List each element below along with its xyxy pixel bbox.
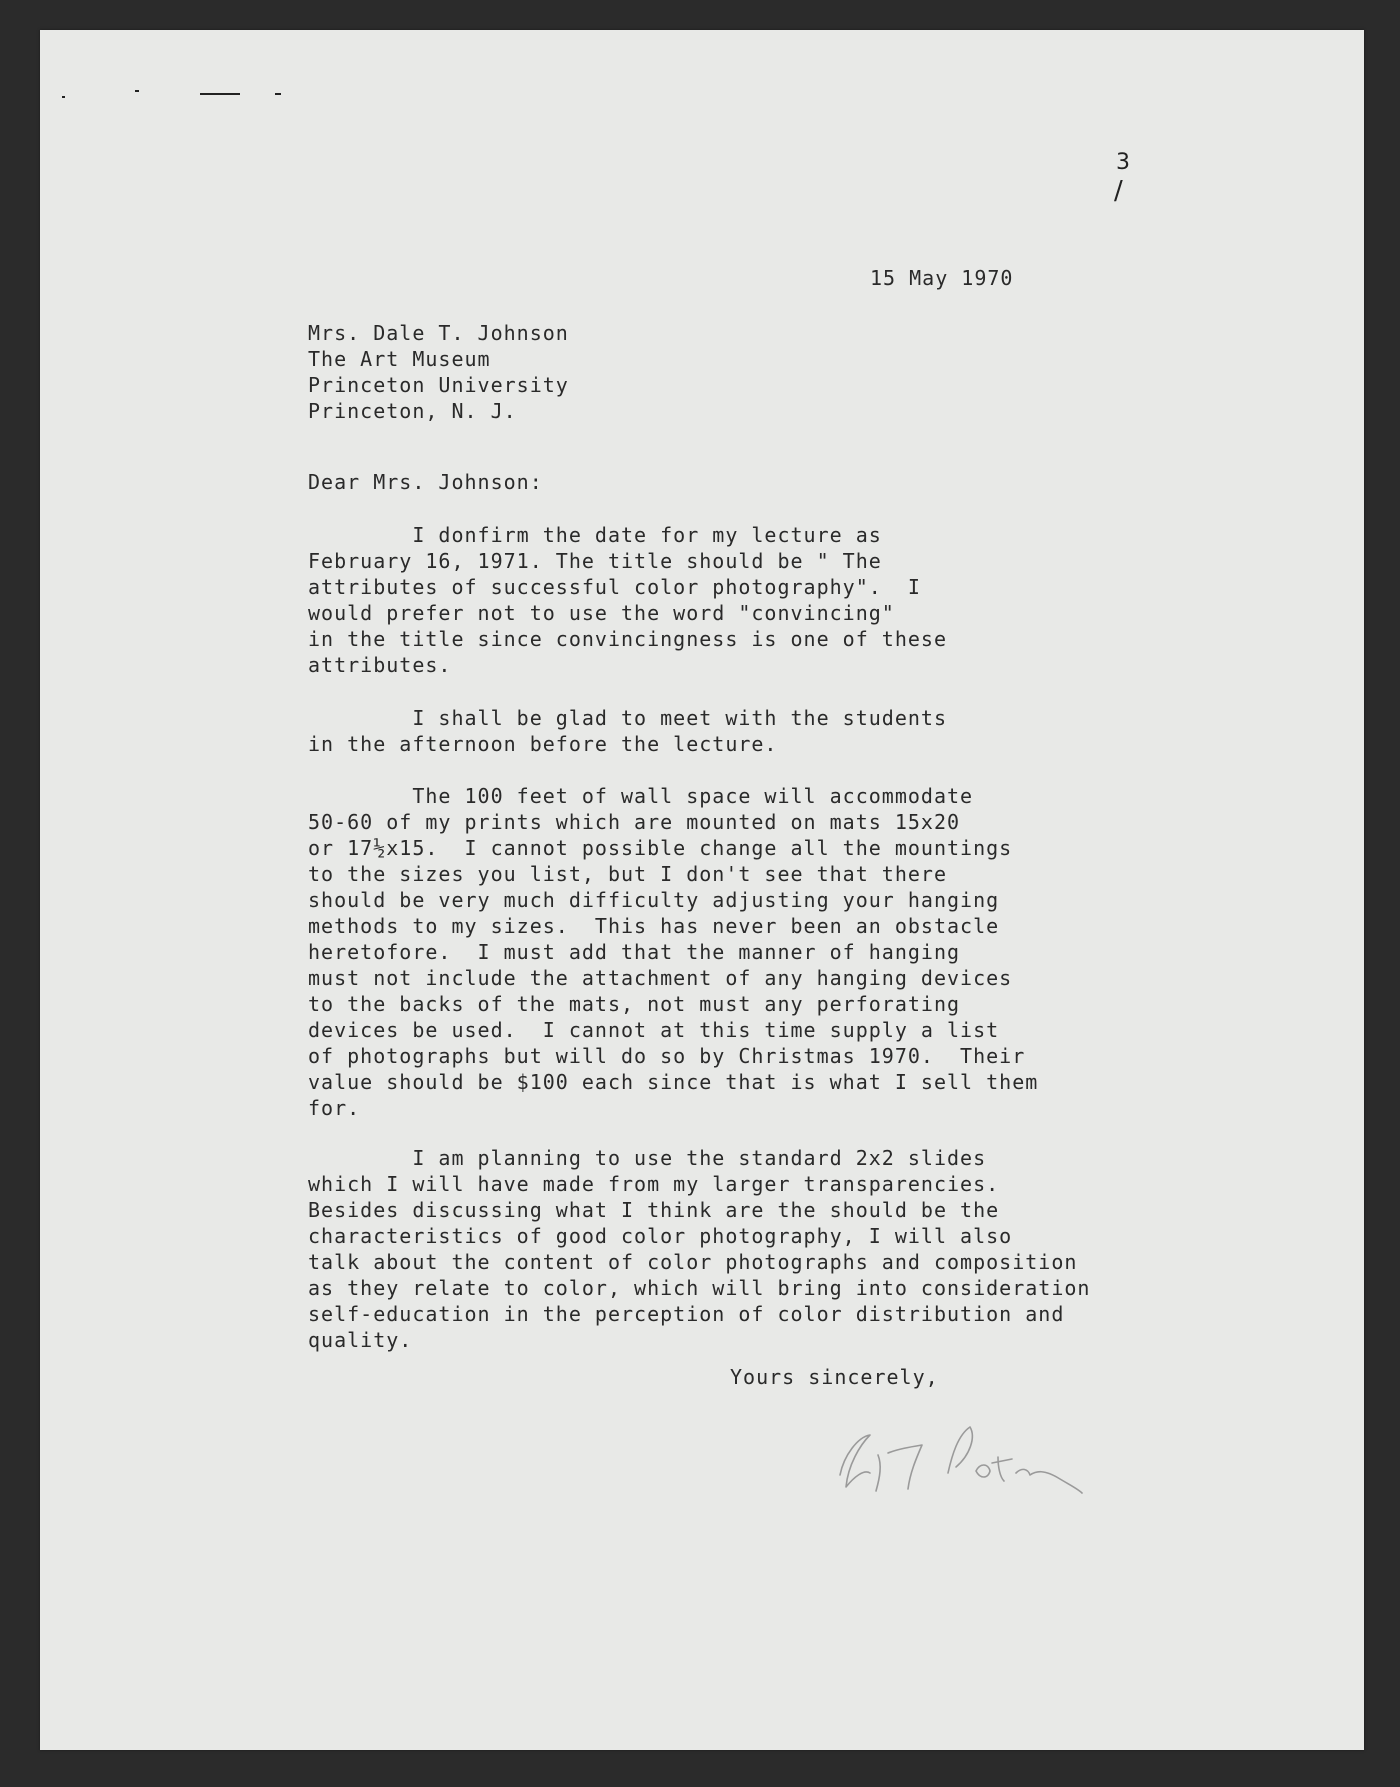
- closing: Yours sincerely,: [730, 1365, 939, 1389]
- ink-speck: [275, 93, 281, 95]
- signature-drawing: [830, 1415, 1090, 1515]
- ink-speck: [135, 90, 139, 92]
- paragraph-wall-space: The 100 feet of wall space will accommodate 50-60 of my prints which are mounted on mats 15x20 or 17½x15. I cannot possible change all the mountings to the sizes you list, but I don't see that there should be very much difficulty adjusting your hanging methods to my sizes. This has never been an obstacle heretofore. I must add that the manner of hanging must not include the attachment of any hanging devices to the backs of the mats, not must any perforating devices be used. I cannot at this time supply a list of photographs but will do so by Christmas 1970. Their value should be $100 each since that is what I sell them for.: [308, 784, 1039, 1120]
- recipient-address: [308, 320, 569, 424]
- ink-speck: [62, 96, 65, 98]
- paragraph-students: I shall be glad to meet with the students in the afternoon before the lecture.: [308, 706, 948, 756]
- address-line: Princeton, N. J.: [308, 399, 517, 423]
- address-line: Princeton University: [308, 373, 569, 397]
- handwritten-signature: [830, 1415, 1090, 1515]
- letter-date: 15 May 1970: [870, 266, 1014, 290]
- page-number-mark: /: [1114, 176, 1123, 206]
- salutation: Dear Mrs. Johnson:: [308, 470, 543, 494]
- paragraph-lecture-date: I donfirm the date for my lecture as February 16, 1971. The title should be " The attributes of successful color photography". I would prefer not to use the word "convincing" in the title since convincingness is one of these attributes.: [308, 523, 948, 677]
- address-line: The Art Museum: [308, 347, 491, 371]
- paragraph-slides: I am planning to use the standard 2x2 slides which I will have made from my larger transparencies. Besides discussing what I think are the should be the characteristics of good color photography, I will also talk about the content of color photographs and composition as they relate to color, which will bring into consideration self-education in the perception of color distribution and quality.: [308, 1146, 1091, 1352]
- letter-page: [40, 30, 1364, 1750]
- page-number: 3: [1116, 150, 1130, 175]
- ink-speck: [200, 93, 240, 95]
- address-line: Mrs. Dale T. Johnson: [308, 321, 569, 345]
